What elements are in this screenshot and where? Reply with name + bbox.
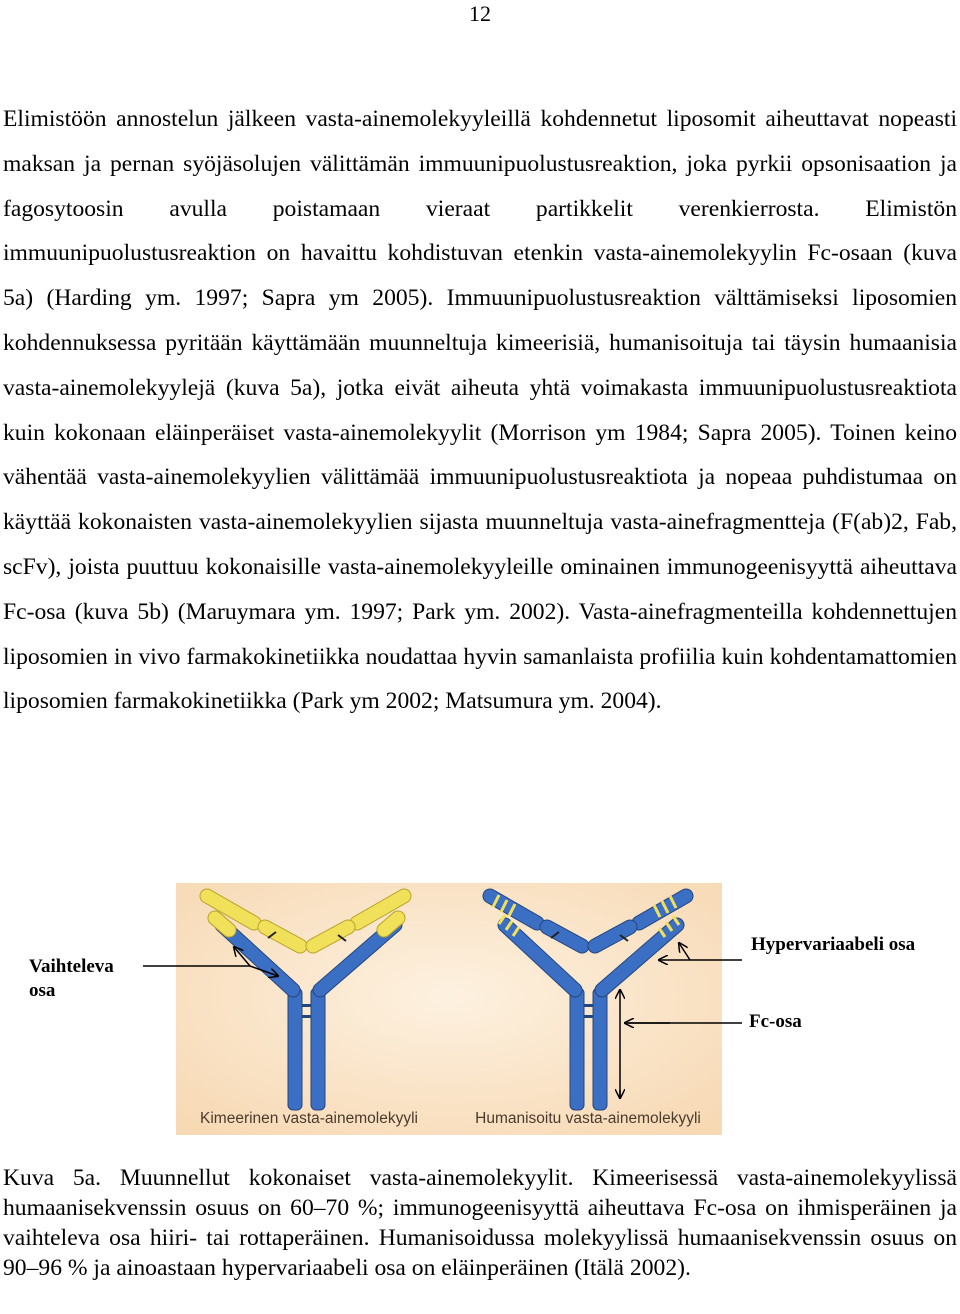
figure-antibodies	[0, 880, 960, 1140]
page-number: 12	[469, 1, 491, 26]
label-fc: Fc-osa	[749, 1011, 802, 1032]
label-humanized: Humanisoitu vasta-ainemolekyyli	[475, 1110, 701, 1127]
label-chimeric: Kimeerinen vasta-ainemolekyyli	[200, 1110, 418, 1127]
figure-caption: Kuva 5a. Muunnellut kokonaiset vasta-ainemolekyylit. Kimeerisessä vasta-ainemolekyylissä humaanisekvenssin osuus on 60–70 %; immunogeenisyyttä aiheuttava Fc-osa on ihmisperäinen ja vaihteleva osa hiiri- tai rottaperäinen. Humanisoidussa molekyylissä humaanisekvenssin osuus on 90–96 % ja ainoastaan hypervariaabeli osa on eläinperäinen (Itälä 2002).	[3, 1165, 957, 1281]
label-variable-region: Vaihteleva osa	[29, 956, 114, 1001]
label-hypervariable: Hypervariaabeli osa	[751, 934, 916, 955]
body-paragraph: Elimistöön annostelun jälkeen vasta-ainemolekyyleillä kohdennetut liposomit aiheuttavat nopeasti maksan ja pernan syöjäsolujen välittämän immuunipuolustusreaktion, joka pyrkii opsonisaation ja fagosytoosin avulla poistamaan vieraat partikkelit verenkierrosta. Elimistön immuunipuolustusreaktion on havaittu kohdistuvan etenkin vasta-ainemolekyylin Fc-osaan (kuva 5a) (Harding ym. 1997; Sapra ym 2005). Immuunipuolustusreaktion välttämiseksi liposomien kohdennuksessa pyritään käyttämään muunneltuja kimeerisiä, humanisoituja tai täysin humaanisia vasta-ainemolekyylejä (kuva 5a), jotka eivät aiheuta yhtä voimakasta immuunipuolustusreaktiota kuin kokonaan eläinperäiset vasta-ainemolekyylit (Morrison ym 1984; Sapra 2005). Toinen keino vähentää vasta-ainemolekyylien välittämää immuunipuolustusreaktiota ja nopeaa puhdistumaa on käyttää kokonaisten vasta-ainemolekyylien sijasta muunneltuja vasta-ainefragmentteja (F(ab)2, Fab, scFv), joista puuttuu kokonaisille vasta-ainemolekyyleille ominainen immunogeenisyyttä aiheuttava Fc-osa (kuva 5b) (Maruymara ym. 1997; Park ym. 2002). Vasta-ainefragmenteilla kohdennettujen liposomien in vivo farmakokinetiikka noudattaa hyvin samanlaista profiilia kuin kohdentamattomien liposomien farmakokinetiikka (Park ym 2002; Matsumura ym. 2004).	[3, 106, 957, 715]
